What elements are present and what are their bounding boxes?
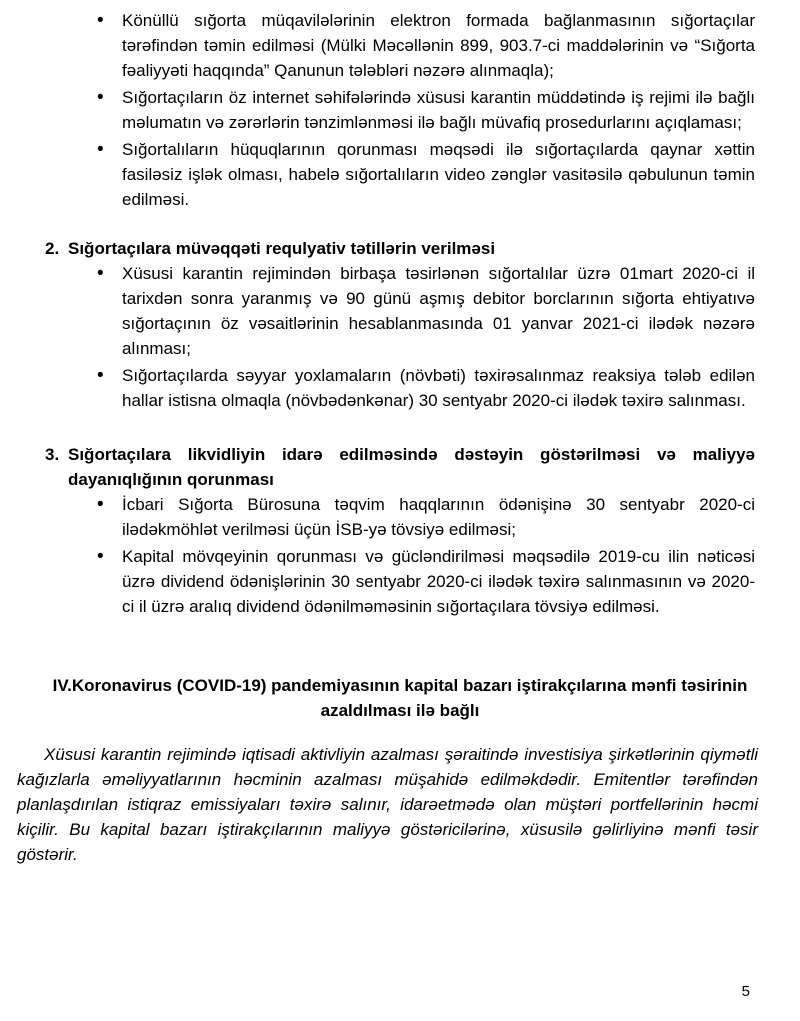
list-item: • Kapital mövqeyinin qorunması və gücləndirilməsi məqsədilə 2019-cu ilin nəticəsi üzrə dividend ödənişlərinin 30 sentyabr 2020-ci ilədək təxirə salınmasının və 2020-ci il üzrə aralıq dividend ödənilməməsinin sığortaçılara tövsiyə edilməsi. (122, 544, 755, 619)
section-2-heading (45, 236, 755, 261)
section-4-heading: IV.Koronavirus (COVID-19) pandemiyasının kapital bazarı iştirakçılarına mənfi təsirinin azaldılması ilə bağlı (52, 676, 748, 720)
list-item: • Sığortaçıların öz internet səhifələrində xüsusi karantin müddətində iş rejimi ilə bağlı məlumatın və zərərlərin tənzimlənməsi ilə bağlı müvafiq prosedurlarını açıqlaması; (122, 85, 755, 135)
section-2-title: Sığortaçılara müvəqqəti requlyativ tətillərin verilməsi (68, 239, 496, 258)
list-item: • Sığortalıların hüquqlarının qorunması məqsədi ilə sığortaçılarda qaynar xəttin fasiləsiz işlək olması, habelə sığortalıların video zənglər vasitəsilə qəbulunun təmin edilməsi. (122, 137, 755, 212)
section-2-number: 2. (45, 239, 60, 258)
section-3-heading (45, 442, 755, 492)
list-item: • Könüllü sığorta müqavilələrinin elektron formada bağlanmasının sığortaçılar tərəfindən təmin edilməsi (Mülki Məcəllənin 899, 903.7-ci maddələrinin və “Sığorta fəaliyyəti haqqında” Qanunun tələbləri nəzərə alınmaqla); (122, 8, 755, 83)
page-number: 5 (741, 983, 750, 1000)
top-bullet-list (0, 8, 755, 212)
section-2-bullet-list (0, 261, 755, 413)
section-3-title: Sığortaçılara likvidliyin idarə edilməsində dəstəyin göstərilməsi və maliyyə dayanıqlığının qorunması (68, 445, 755, 489)
section-4-intro-paragraph: Xüsusi karantin rejimində iqtisadi aktivliyin azalması şəraitində investisiya şirkətlərinin qiymətli kağızlarla əməliyyatlarının həcminin azalması müşahidə edilməkdədir. Emitentlər tərəfindən planlaşdırılan istiqraz emissiyaları təxirə salınır, idarəetmədə olan müştəri portfellərinin həcmi kiçilir. Bu kapital bazarı iştirakçılarının maliyyə göstəricilərinə, xüsusilə gəlirliyinə mənfi təsir göstərir. (17, 745, 758, 864)
section-3-number: 3. (45, 445, 60, 464)
list-item: • Sığortaçılarda səyyar yoxlamaların (növbəti) təxirəsalınmaz reaksiya tələb edilən hallar istisna olmaqla (növbədənkənar) 30 sentyabr 2020-ci ilədək təxirə salınması. (122, 363, 755, 413)
list-item: • Xüsusi karantin rejimindən birbaşa təsirlənən sığortalılar üzrə 01mart 2020-ci il tarixdən sonra yaranmış və 90 günü aşmış debitor borclarının sığorta ehtiyatıvə sığortaçının öz vəsaitlərinin hesablanmasında 01 yanvar 2021-ci ilədək nəzərə alınması; (122, 261, 755, 361)
list-item: • İcbari Sığorta Bürosuna təqvim haqqlarının ödənişinə 30 sentyabr 2020-ci ilədəkmöhlət verilməsi üçün İSB-yə tövsiyə edilməsi; (122, 492, 755, 542)
section-3-bullet-list (0, 492, 755, 619)
